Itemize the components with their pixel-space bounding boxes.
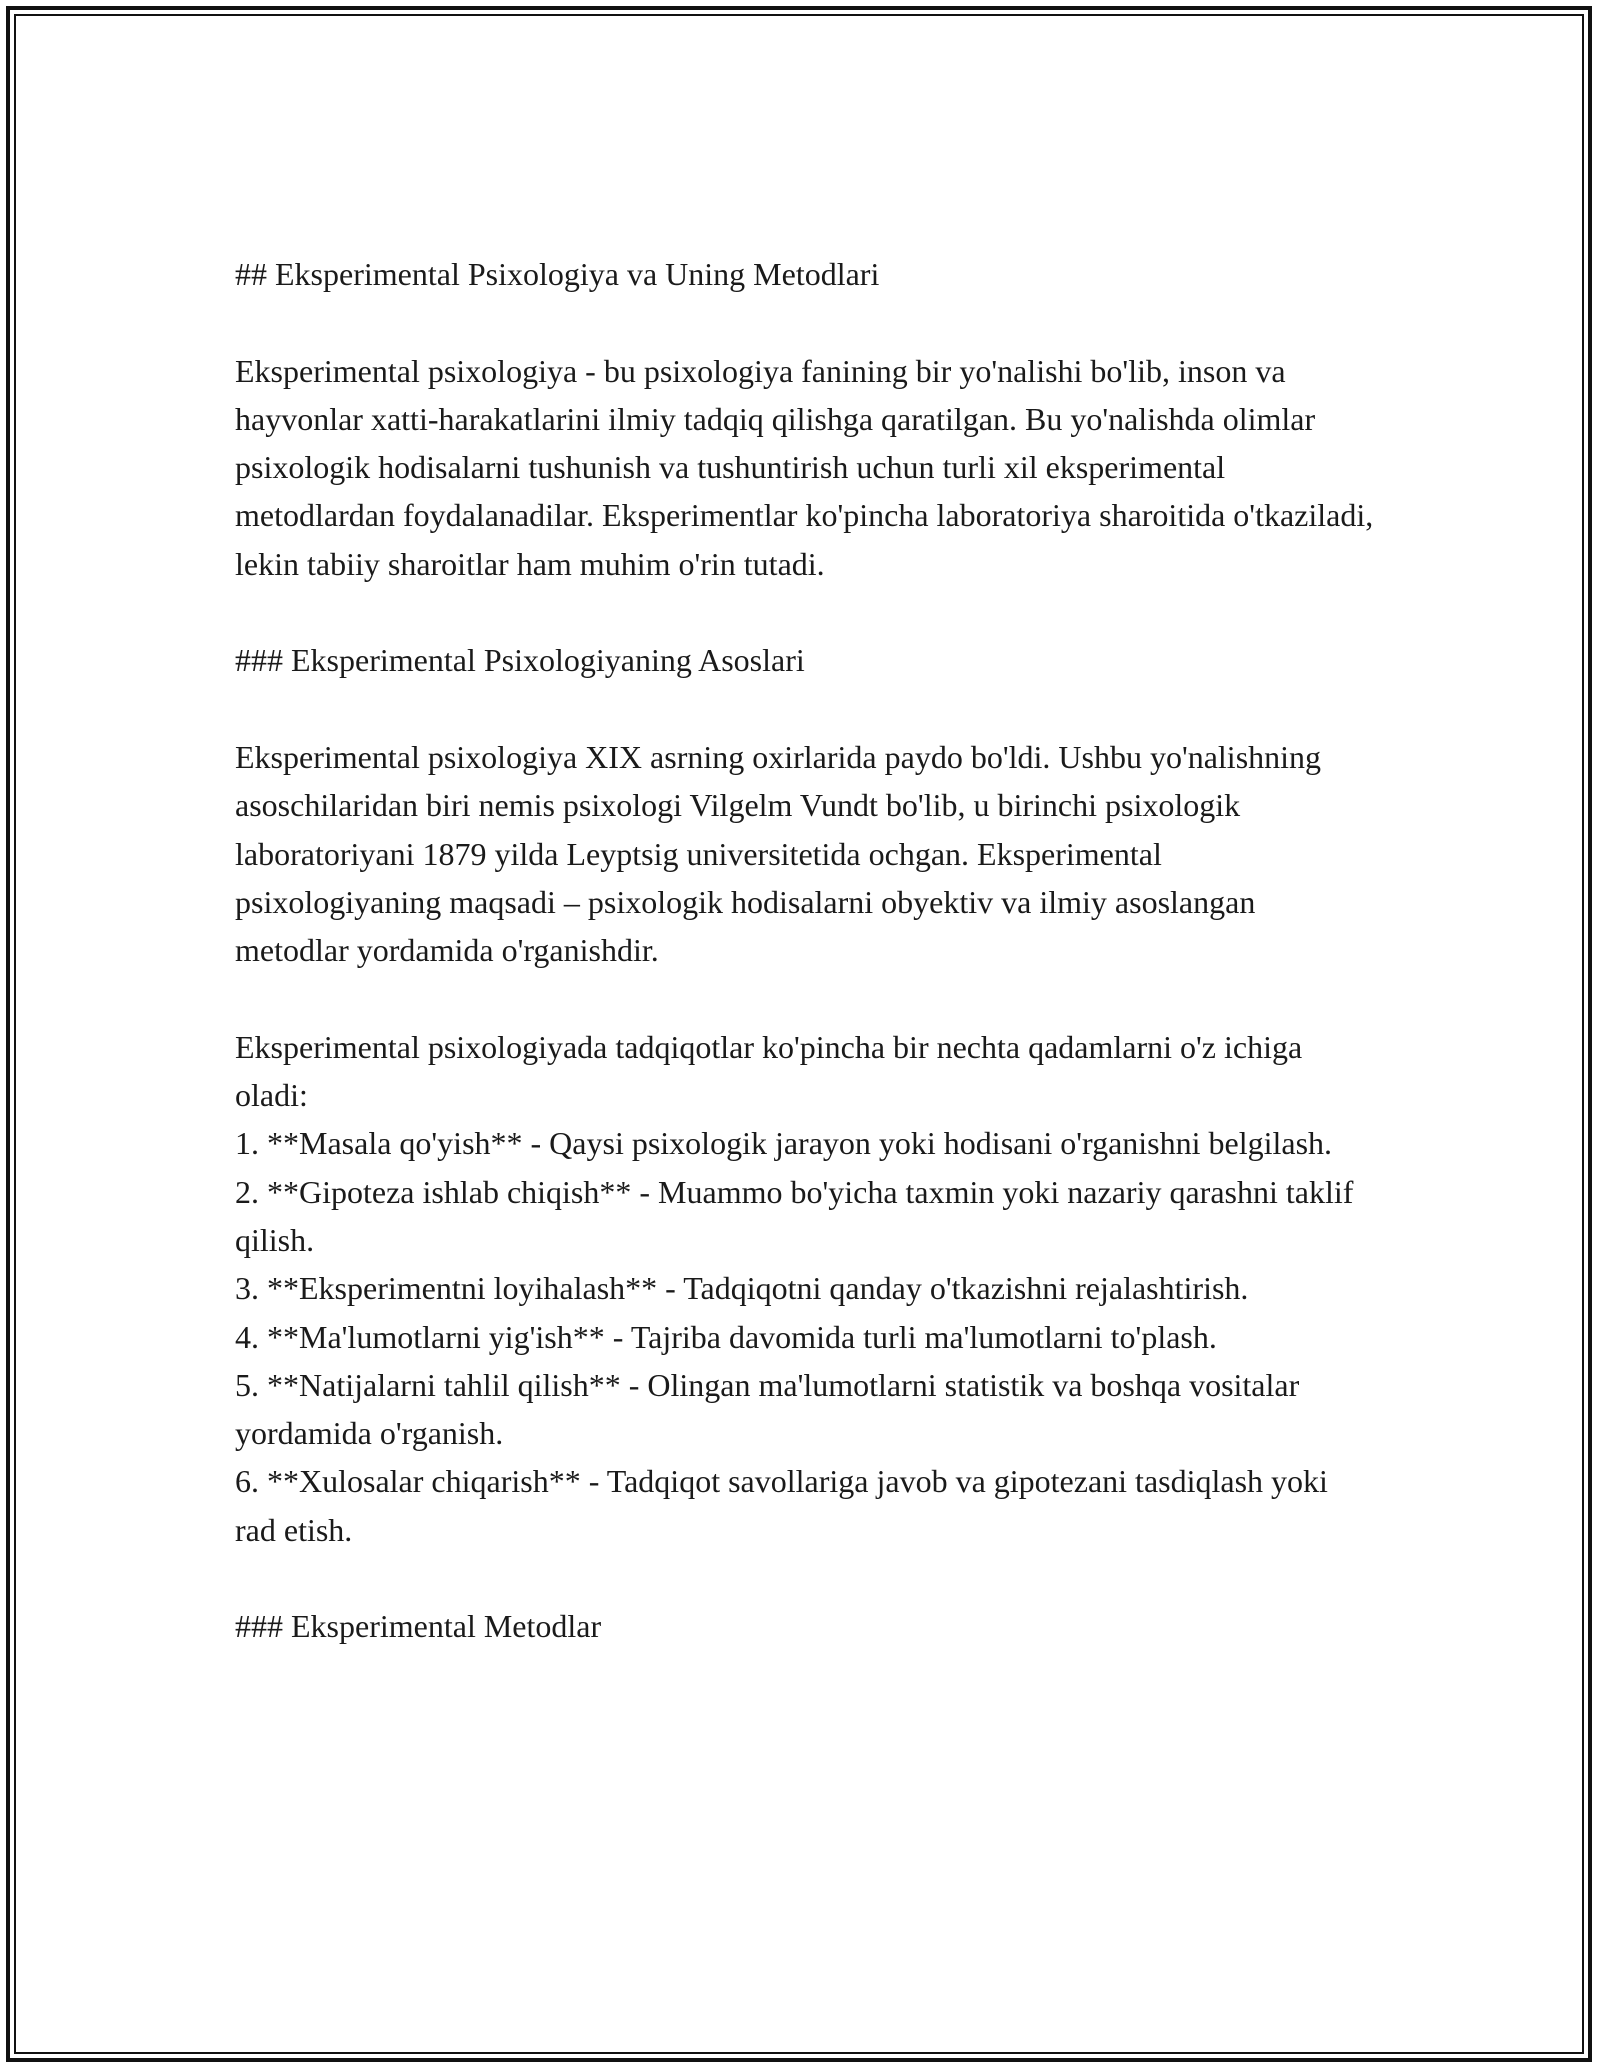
foundations-paragraph: Eksperimental psixologiya XIX asrning oxirlarida paydo bo'ldi. Ushbu yo'nalishning asoschilaridan biri nemis psixologi Vilgelm Vundt bo'lib, u birinchi psixologik laboratoriyani 1879 yilda Leyptsig universitetida ochgan. Eksperimental psixologiyaning maqsadi – psixologik hodisalarni obyektiv va ilmiy asoslangan metodlar yordamida o'rganishdir. [235,738,1322,969]
steps-section [235,1023,1375,1554]
main-heading: ## Eksperimental Psixologiya va Uning Metodlari [235,256,880,292]
step-item-4: 4. **Ma'lumotlarni yig'ish** - Tajriba davomida turli ma'lumotlarni to'plash. [235,1318,1217,1355]
document-body [235,250,1375,1651]
intro-paragraph: Eksperimental psixologiya - bu psixologiya fanining bir yo'nalishi bo'lib, inson va hayvonlar xatti-harakatlarini ilmiy tadqiq qilishga qaratilgan. Bu yo'nalishda olimlar psixologik hodisalarni tushunish va tushuntirish uchun turli xil eksperimental metodlardan foydalanadilar. Eksperimentlar ko'pincha laboratoriya sharoitida o'tkaziladi, lekin tabiiy sharoitlar ham muhim o'rin tutadi. [235,352,1374,582]
steps-intro: Eksperimental psixologiyada tadqiqotlar ko'pincha bir nechta qadamlarni o'z ichiga oladi: [235,1028,1303,1114]
step-item-2: 2. **Gipoteza ishlab chiqish** - Muammo bo'yicha taxmin yoki nazariy qarashni taklif qilish. [235,1173,1354,1258]
step-item-3: 3. **Eksperimentni loyihalash** - Tadqiqotni qanday o'tkazishni rejalashtirish. [235,1270,1249,1307]
step-item-1: 1. **Masala qo'yish** - Qaysi psixologik jarayon yoki hodisani o'rganishni belgilash. [235,1125,1333,1162]
methods-heading: ### Eksperimental Metodlar [235,1608,602,1645]
step-item-6: 6. **Xulosalar chiqarish** - Tadqiqot savollariga javob va gipotezani tasdiqlash yoki rad etish. [235,1463,1328,1548]
step-item-5: 5. **Natijalarni tahlil qilish** - Olingan ma'lumotlarni statistik va boshqa vositalar yordamida o'rganish. [235,1366,1300,1452]
foundations-heading: ### Eksperimental Psixologiyaning Asoslari [235,642,805,679]
